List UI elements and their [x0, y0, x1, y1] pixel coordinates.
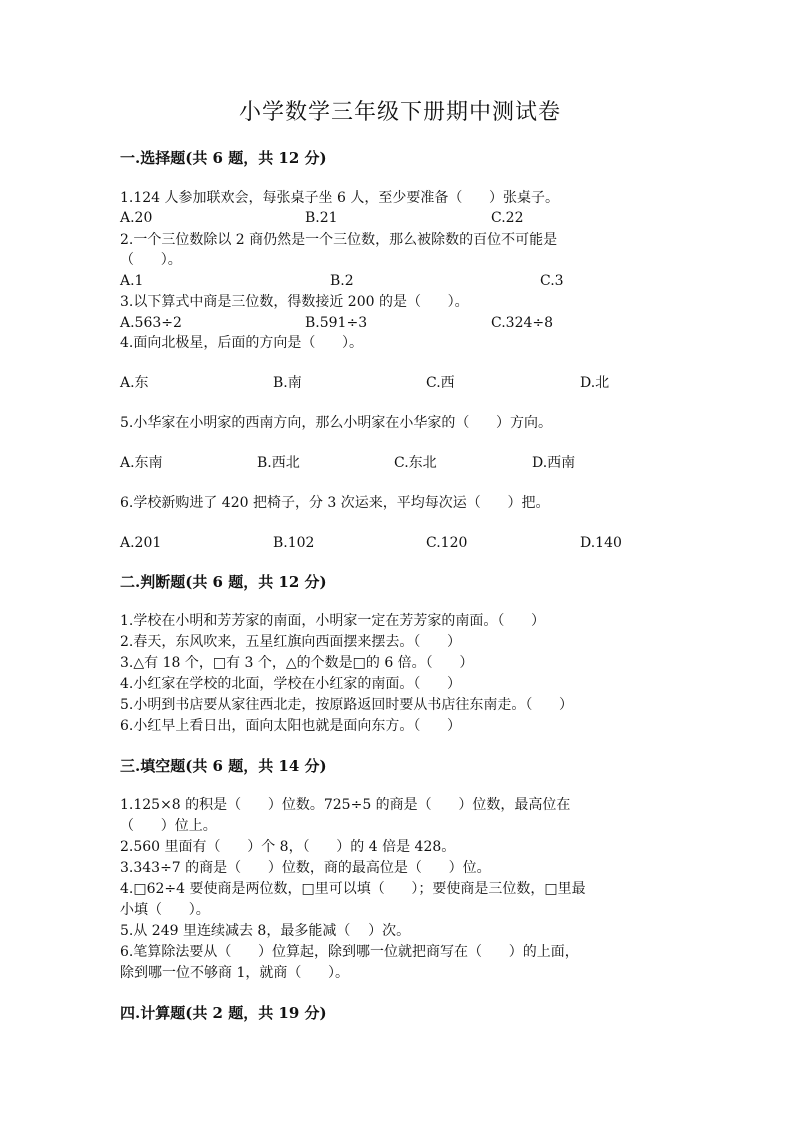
question-3-option-c: C.324÷8 — [491, 315, 554, 331]
judgement-item-1: 1.学校在小明和芳芳家的南面，小明家一定在芳芳家的南面。（ ） — [120, 613, 546, 629]
question-4-option-a: A.东 — [120, 375, 149, 391]
question-3-option-a: A.563÷2 — [120, 315, 182, 331]
judgement-item-2: 2.春天，东风吹来，五星红旗向西面摆来摆去。（ ） — [120, 634, 462, 650]
question-5-option-d: D.西南 — [532, 455, 576, 471]
section-heading-choice: 一.选择题(共 6 题，共 12 分) — [120, 149, 327, 167]
question-2-stem-line2: （ ）。 — [120, 252, 182, 268]
question-6-option-b: B.102 — [273, 535, 315, 551]
question-6-option-a: A.201 — [120, 535, 162, 551]
question-4-option-b: B.南 — [273, 375, 302, 391]
section-heading-calculation: 四.计算题(共 2 题，共 19 分) — [120, 1004, 327, 1022]
judgement-item-3: 3.△有 18 个，□有 3 个，△的个数是□的 6 倍。（ ） — [120, 655, 474, 671]
page-title: 小学数学三年级下册期中测试卷 — [238, 100, 561, 125]
fill-line-3: 2.560 里面有（ ）个 8，（ ）的 4 倍是 428。 — [120, 839, 456, 855]
question-6-option-d: D.140 — [580, 535, 622, 551]
question-6-option-c: C.120 — [426, 535, 468, 551]
question-4-stem: 4.面向北极星，后面的方向是（ ）。 — [120, 335, 364, 351]
fill-line-8: 6.笔算除法要从（ ）位算起，除到哪一位就把商写在（ ）的上面， — [120, 944, 579, 960]
section-heading-judgement: 二.判断题(共 6 题，共 12 分) — [120, 573, 327, 591]
question-3-stem: 3.以下算式中商是三位数，得数接近 200 的是（ ）。 — [120, 294, 469, 310]
fill-line-4: 3.343÷7 的商是（ ）位数，商的最高位是（ ）位。 — [120, 860, 491, 876]
question-1-option-b: B.21 — [305, 210, 338, 226]
question-4-option-c: C.西 — [426, 375, 455, 391]
question-5-option-a: A.东南 — [120, 455, 163, 471]
question-2-stem-line1: 2.一个三位数除以 2 商仍然是一个三位数，那么被除数的百位不可能是 — [120, 232, 558, 248]
question-5-option-c: C.东北 — [394, 455, 437, 471]
fill-line-5: 4.□62÷4 要使商是两位数，□里可以填（ ）；要使商是三位数，□里最 — [120, 881, 586, 897]
question-2-option-c: C.3 — [540, 273, 564, 289]
question-2-option-b: B.2 — [330, 273, 354, 289]
question-4-option-d: D.北 — [580, 375, 610, 391]
question-6-stem: 6.学校新购进了 420 把椅子，分 3 次运来，平均每次运（ ）把。 — [120, 495, 550, 511]
question-1-stem: 1.124 人参加联欢会，每张桌子坐 6 人，至少要准备（ ）张桌子。 — [120, 190, 560, 206]
section-heading-fill-blank: 三.填空题(共 6 题，共 14 分) — [120, 757, 327, 775]
question-1-option-c: C.22 — [491, 210, 524, 226]
fill-line-1: 1.125×8 的积是（ ）位数。725÷5 的商是（ ）位数，最高位在 — [120, 797, 571, 813]
question-5-stem: 5.小华家在小明家的西南方向，那么小明家在小华家的（ ）方向。 — [120, 415, 553, 431]
fill-line-7: 5.从 249 里连续减去 8，最多能减（ ）次。 — [120, 923, 411, 939]
fill-line-9: 除到哪一位不够商 1，就商（ ）。 — [120, 965, 350, 981]
judgement-item-5: 5.小明到书店要从家往西北走，按原路返回时要从书店往东南走。（ ） — [120, 697, 574, 713]
judgement-item-4: 4.小红家在学校的北面，学校在小红家的南面。（ ） — [120, 676, 462, 692]
question-2-option-a: A.1 — [120, 273, 144, 289]
question-3-option-b: B.591÷3 — [305, 315, 368, 331]
fill-line-6: 小填（ ）。 — [120, 902, 210, 918]
question-1-option-a: A.20 — [120, 210, 153, 226]
question-5-option-b: B.西北 — [257, 455, 300, 471]
judgement-item-6: 6.小红早上看日出，面向太阳也就是面向东方。（ ） — [120, 718, 462, 734]
fill-line-2: （ ）位上。 — [120, 818, 217, 834]
